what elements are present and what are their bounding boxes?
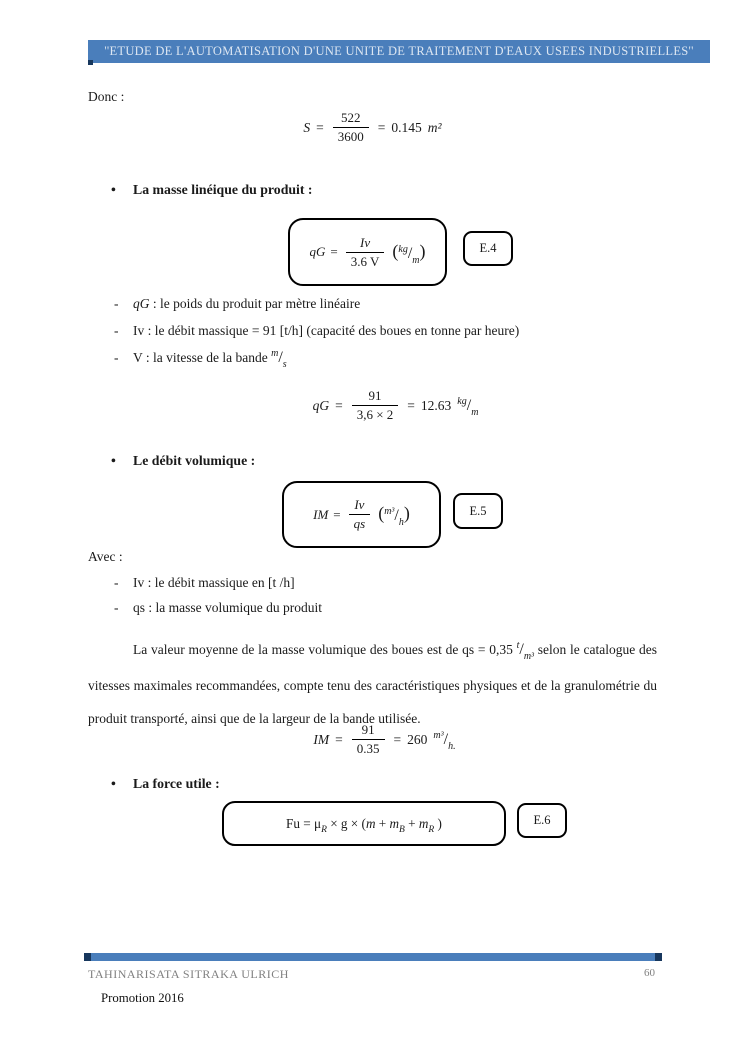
eq-im-unit-slash: / bbox=[443, 730, 449, 748]
equation-box-e6 bbox=[222, 801, 506, 846]
eq5-open-paren: ( bbox=[378, 503, 385, 523]
eq-qg-unit-sub: m bbox=[471, 406, 479, 418]
eq6-var-m1: m bbox=[365, 815, 376, 831]
eq5-unit bbox=[378, 503, 410, 528]
eq4-numerator: Iv bbox=[359, 234, 371, 250]
eq-im-result: 260 bbox=[407, 731, 428, 747]
avec-label: Avec : bbox=[88, 549, 123, 564]
definition-qs bbox=[114, 600, 322, 616]
eq-s-numerator: 522 bbox=[341, 110, 361, 125]
eq-qg-var: qG bbox=[312, 397, 330, 413]
bullet-icon: • bbox=[111, 453, 116, 468]
equation-box-e4 bbox=[288, 218, 447, 286]
footer-page-number: 60 bbox=[644, 967, 655, 979]
eq-qg-unit bbox=[457, 395, 479, 418]
donc-label: Donc : bbox=[88, 89, 125, 104]
definition-iv2-term: Iv bbox=[133, 575, 145, 590]
eq-qg-equals: = bbox=[335, 397, 343, 413]
eq-qg-fraction bbox=[352, 388, 399, 423]
definition-qs-text: : la masse volumique du produit bbox=[145, 600, 322, 615]
eq-im-var: IM bbox=[313, 731, 330, 747]
equation-box-e5 bbox=[282, 481, 441, 548]
eq-qg-result: 12.63 bbox=[420, 397, 452, 413]
definition-v-text: : la vitesse de la bande bbox=[142, 350, 272, 365]
footer-author: TAHINARISATA SITRAKA ULRICH bbox=[88, 967, 289, 981]
eq6-formula bbox=[286, 815, 442, 835]
dash-icon: - bbox=[114, 350, 119, 365]
eq-im-denominator: 0.35 bbox=[352, 739, 385, 757]
equation-tag-e6 bbox=[517, 803, 567, 838]
definition-v-unit-sup: m bbox=[271, 348, 279, 359]
bullet-debit-volumique bbox=[111, 453, 255, 469]
eq4-open-paren: ( bbox=[392, 240, 399, 261]
eq6-f1: Fu = μ bbox=[286, 815, 322, 831]
bullet-force-utile-label: La force utile : bbox=[133, 776, 220, 791]
eq4-unit-sub: m bbox=[412, 254, 420, 266]
eq6-sub-b: B bbox=[399, 824, 405, 835]
paragraph-unit-slash: / bbox=[519, 641, 524, 658]
equation-tag-e4 bbox=[463, 231, 513, 266]
eq-im-unit-sub: h. bbox=[448, 740, 456, 752]
definition-v-unit-slash: / bbox=[278, 349, 283, 366]
eq-im-numerator: 91 bbox=[361, 722, 375, 737]
footer-promotion: Promotion 2016 bbox=[101, 991, 184, 1005]
eq6-sub-r1: R bbox=[321, 824, 327, 835]
eq4-equals: = bbox=[330, 244, 338, 259]
eq4-unit-slash: / bbox=[407, 244, 413, 262]
eq5-unit-sub: h bbox=[398, 517, 404, 528]
eq-qg-unit-sup: kg bbox=[457, 395, 467, 407]
eq5-fraction bbox=[349, 497, 371, 532]
eq-qg-equals2: = bbox=[407, 397, 415, 413]
definition-qg-text: : le poids du produit par mètre linéaire bbox=[149, 296, 361, 311]
eq-im-unit bbox=[433, 729, 456, 752]
footer-bar-right-cap bbox=[655, 953, 662, 961]
eq6-tag-label: E.6 bbox=[533, 813, 551, 827]
eq5-equals: = bbox=[333, 506, 341, 522]
eq5-tag-label: E.5 bbox=[469, 503, 487, 518]
eq5-unit-sup: m³ bbox=[384, 506, 395, 517]
eq-s-denominator: 3600 bbox=[333, 127, 369, 145]
eq4-denominator: 3.6 V bbox=[346, 252, 385, 270]
equation-im-value bbox=[12, 722, 745, 757]
header-band bbox=[88, 40, 710, 63]
definition-iv bbox=[114, 323, 519, 339]
eq-im-fraction bbox=[352, 722, 385, 757]
eq-im-equals: = bbox=[335, 731, 343, 747]
eq5-numerator: Iv bbox=[354, 497, 365, 512]
eq4-fraction bbox=[346, 235, 385, 270]
eq5-denominator: qs bbox=[349, 514, 371, 532]
eq-s-result: 0.145 bbox=[391, 119, 422, 135]
eq5-var: IM bbox=[313, 506, 329, 522]
eq-s-equals: = bbox=[316, 119, 324, 135]
dash-icon: - bbox=[114, 600, 119, 615]
eq5-unit-slash: / bbox=[394, 507, 399, 524]
paragraph-unit-sub: m³ bbox=[523, 651, 535, 662]
paragraph-masse-volumique bbox=[88, 633, 657, 736]
definition-v-term: V bbox=[133, 350, 143, 365]
bullet-masse-lineique bbox=[111, 182, 313, 198]
definition-iv-text: : le débit massique = 91 [t/h] (capacité des boues en tonne par heure) bbox=[144, 323, 520, 338]
definition-v bbox=[114, 348, 287, 370]
eq6-var-m3: m bbox=[418, 815, 429, 831]
eq4-unit bbox=[392, 240, 426, 266]
definition-qg bbox=[114, 296, 360, 312]
definition-v-unit-sub: s bbox=[282, 359, 287, 370]
eq6-f4: + bbox=[404, 815, 419, 831]
eq4-close-paren: ) bbox=[419, 240, 426, 261]
eq-qg-numerator: 91 bbox=[368, 388, 382, 403]
definition-qs-term: qs bbox=[133, 600, 146, 615]
bullet-icon: • bbox=[111, 182, 116, 197]
definition-qg-term: qG bbox=[133, 296, 150, 311]
footer-divider-bar bbox=[84, 953, 662, 961]
eq-im-unit-sup: m³ bbox=[433, 729, 444, 741]
eq4-tag-label: E.4 bbox=[479, 241, 497, 255]
eq-im-equals2: = bbox=[393, 731, 402, 747]
eq6-f5: ) bbox=[434, 815, 442, 831]
bullet-debit-volumique-label: Le débit volumique : bbox=[133, 453, 256, 468]
dash-icon: - bbox=[114, 575, 119, 590]
eq-s-var: S bbox=[303, 119, 311, 135]
paragraph-part1: La valeur moyenne de la masse volumique des boues est de qs = 0,35 bbox=[133, 642, 517, 657]
bullet-force-utile bbox=[111, 776, 220, 792]
definition-iv2 bbox=[114, 575, 295, 591]
dash-icon: - bbox=[114, 323, 119, 338]
eq4-unit-sup: kg bbox=[398, 243, 408, 255]
eq4-var: qG bbox=[309, 244, 326, 259]
definition-iv-term: Iv bbox=[133, 323, 145, 338]
bullet-masse-lineique-label: La masse linéique du produit : bbox=[133, 182, 313, 197]
footer-bar-left-cap bbox=[84, 953, 91, 961]
equation-qg-value bbox=[23, 388, 745, 423]
eq-qg-unit-slash: / bbox=[466, 396, 472, 414]
eq-s-fraction bbox=[333, 110, 369, 145]
bullet-icon: • bbox=[111, 776, 116, 791]
header-title: ''ETUDE DE L'AUTOMATISATION D'UNE UNITE DE TRAITEMENT D'EAUX USEES INDUSTRIELLES'' bbox=[104, 44, 694, 58]
equation-s bbox=[0, 110, 745, 145]
eq6-sub-r2: R bbox=[428, 824, 435, 835]
equation-tag-e5 bbox=[453, 493, 503, 529]
eq6-var-m2: m bbox=[389, 815, 400, 831]
paragraph-part2: selon le catalogue des vitesses maximales recommandées, compte tenu des caractéristiques physiques et de la granulométrie du produit transporté, ainsi que de la largeur de la bande utilisée. bbox=[88, 642, 657, 726]
eq-qg-denominator: 3,6 × 2 bbox=[352, 405, 399, 423]
eq6-f2: × g × ( bbox=[326, 815, 366, 831]
paragraph-unit-sup: t bbox=[516, 640, 520, 651]
eq-s-equals2: = bbox=[377, 119, 386, 135]
definition-iv2-text: : le débit massique en [t /h] bbox=[144, 575, 295, 590]
dash-icon: - bbox=[114, 296, 119, 311]
eq6-f3: + bbox=[375, 815, 390, 831]
eq-s-unit: m² bbox=[427, 119, 442, 135]
eq5-close-paren: ) bbox=[403, 503, 410, 523]
